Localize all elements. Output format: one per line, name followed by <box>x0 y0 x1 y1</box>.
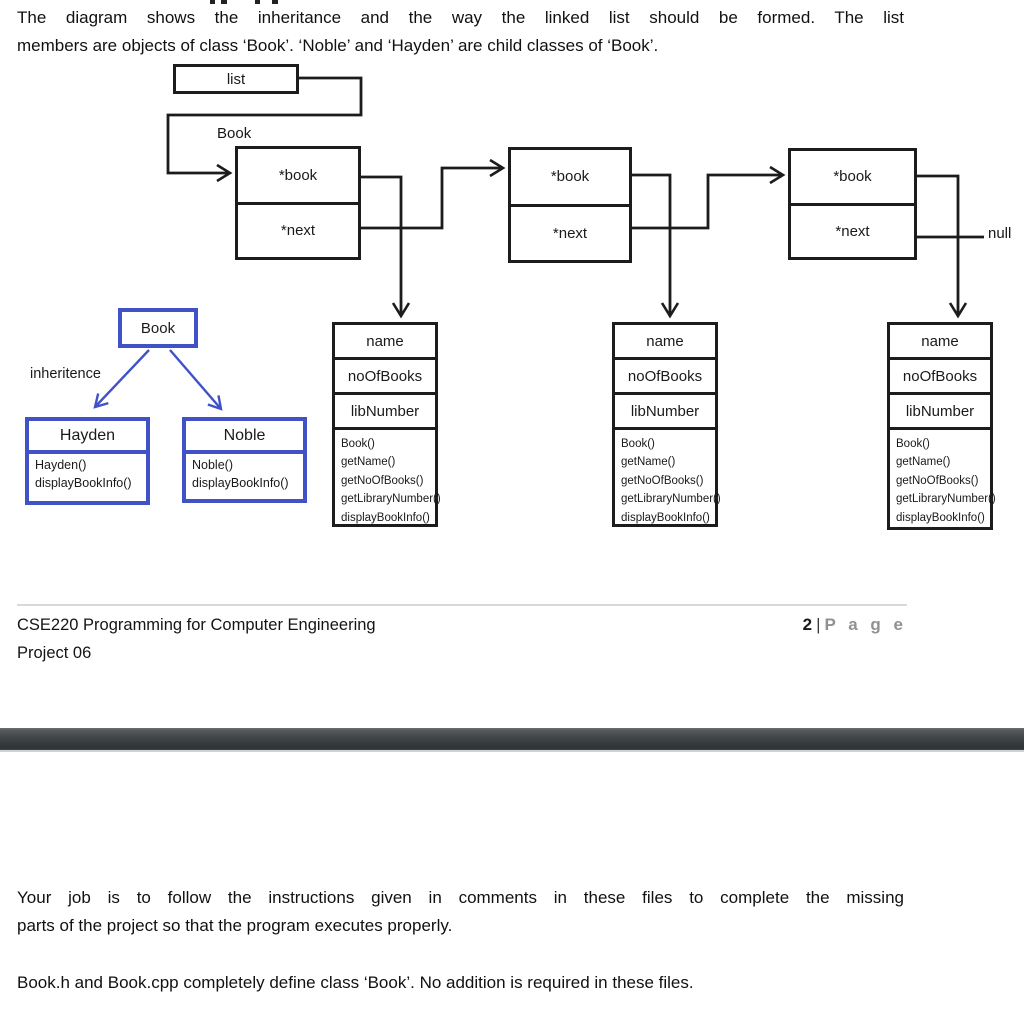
page-number-value: 2 <box>802 615 813 634</box>
node2-book-field: *book <box>550 168 590 186</box>
object2-methods <box>615 430 721 527</box>
list-node-1 <box>235 146 361 260</box>
node3-next-field: *next <box>791 203 914 258</box>
object2-attr-libnumber: libNumber <box>615 395 715 430</box>
parent-class-label: Book <box>140 319 176 337</box>
intro-line-1: The diagram shows the inheritance and the way the linked list should be formed. The list <box>17 8 904 27</box>
object1-method: displayBookInfo() <box>341 511 430 524</box>
hayden-member: Hayden() <box>35 458 87 472</box>
node1-next-field: *next <box>238 202 358 258</box>
object2-method: getLibraryNumber() <box>621 493 721 506</box>
hayden-class-title: Hayden <box>29 421 146 454</box>
hayden-member: displayBookInfo() <box>35 475 132 490</box>
body-p2-line-1: Book.h and Book.cpp completely define class ‘Book’. No addition is required in these files. <box>17 973 694 992</box>
parent-class-box-book <box>118 308 198 348</box>
object3-attr-name: name <box>890 325 990 360</box>
page-number-separator: | <box>816 615 821 634</box>
object3-method: getName() <box>896 456 951 469</box>
object1-attr-noofbooks: noOfBooks <box>335 360 435 395</box>
object3-method: getNoOfBooks() <box>896 474 979 487</box>
object2-attr-noofbooks: noOfBooks <box>615 360 715 395</box>
intro-line-2: members are objects of class ‘Book’. ‘Noble’ and ‘Hayden’ are child classes of ‘Book’. <box>17 35 659 55</box>
body-p1-line-1: Your job is to follow the instructions given in comments in these files to complete the missing <box>17 888 904 907</box>
body-paragraph-1 <box>17 884 904 940</box>
object2-method: getName() <box>621 456 676 469</box>
object2-method: Book() <box>621 438 655 450</box>
null-label: null <box>988 225 1012 242</box>
object3-method: displayBookInfo() <box>896 511 985 524</box>
object3-method: getLibraryNumber() <box>896 493 996 506</box>
page-number-word: P a g e <box>824 615 907 634</box>
noble-class-members <box>186 454 303 499</box>
page-separator-bar <box>0 728 1024 752</box>
list-node-3 <box>788 148 917 260</box>
node-class-label: Book <box>217 125 252 142</box>
object2-method: displayBookInfo() <box>621 511 710 524</box>
list-head-label: list <box>226 70 246 88</box>
book-object-box-2 <box>612 322 721 527</box>
object1-method: getName() <box>341 456 396 469</box>
book-object-box-1 <box>332 322 441 527</box>
footer-rule <box>17 604 907 606</box>
object3-attr-libnumber: libNumber <box>890 395 990 430</box>
noble-member: displayBookInfo() <box>192 475 289 490</box>
footer-course-title: CSE220 Programming for Computer Engineering <box>17 616 376 634</box>
node1-book-field: *book <box>278 166 318 184</box>
intro-paragraph <box>17 4 904 59</box>
object1-method: getLibraryNumber() <box>341 493 441 506</box>
object3-methods <box>890 430 996 527</box>
child-class-box-hayden <box>25 417 150 505</box>
object1-methods <box>335 430 441 527</box>
child-class-box-noble <box>182 417 307 503</box>
object2-method: getNoOfBooks() <box>621 474 704 487</box>
node3-book-field: *book <box>833 168 872 186</box>
object2-attr-name: name <box>615 325 715 360</box>
inheritance-caption: inheritence <box>30 366 101 382</box>
list-head-box <box>173 64 299 94</box>
object3-method: Book() <box>896 438 930 450</box>
node2-next-field: *next <box>511 204 629 261</box>
page-number <box>803 611 907 639</box>
body-p1-line-2: parts of the project so that the program executes properly. <box>17 916 453 935</box>
object1-method: Book() <box>341 438 375 450</box>
object3-attr-noofbooks: noOfBooks <box>890 360 990 395</box>
book-object-box-3 <box>887 322 996 530</box>
object1-attr-name: name <box>335 325 435 360</box>
object1-attr-libnumber: libNumber <box>335 395 435 430</box>
noble-class-title: Noble <box>186 421 303 454</box>
object1-method: getNoOfBooks() <box>341 474 424 487</box>
noble-member: Noble() <box>192 458 233 472</box>
hayden-class-members <box>29 454 146 501</box>
list-node-2 <box>508 147 632 263</box>
footer-project-line: Project 06 <box>17 644 92 662</box>
footer-text <box>17 611 376 667</box>
body-paragraph-2 <box>17 969 904 997</box>
